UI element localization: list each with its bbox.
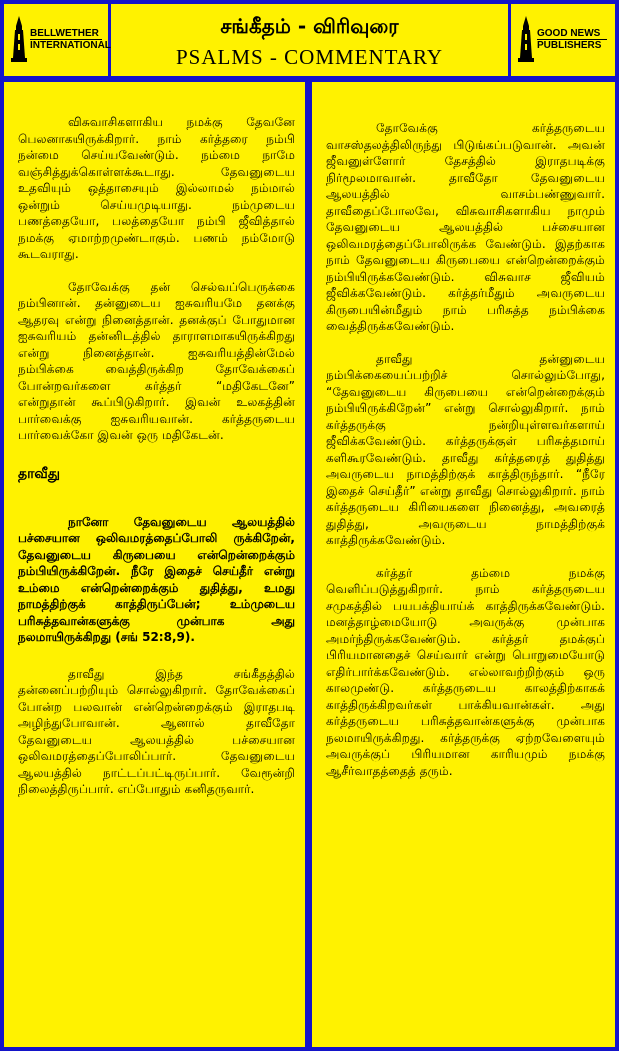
tower-icon: [10, 16, 28, 62]
scripture-verse: நானோ தேவனுடைய ஆலயத்தில் பச்சையான ஒலிவமரத்தைப்போலி ருக்கிறேன், தேவனுடைய கிருபையை என்றென்றைக்கும் நம்பியிருக்கிறேன். நீரே இதைச் செய்தீர் என்று உம்மை என்றென்றைக்கும் துதித்து, உமது நாமத்திற்குக் காத்திருப்பேன்; உம்முடைய பரிசுத்தவான்களுக்கு முன்பாக அது நலமாயிருக்கிறது (சங் 52:8,9).: [18, 514, 295, 644]
tower-icon: [517, 16, 535, 62]
right-column: [312, 82, 615, 1047]
title-tamil: சங்கீதம் - விரிவுரை: [220, 14, 399, 38]
paragraph: தோவேக்கு கர்த்தருடைய வாசஸ்தலத்திலிருந்து பிடுங்கப்படுவான். அவன் ஜீவனுள்ளோர் தேசத்தில் இராதபடிக்கு நிர்மூலமாவான். தாவீதோ தேவனுடைய ஆலயத்தில் வாசம்பண்ணுவார். தாவீதைப்போலவே, விசுவாசிகளாகிய நாமும் தேவனுடைய ஆலயத்தில் பச்சையான ஒலிவமரத்தைப்போலிருக்க வேண்டும். இதற்காக நாம் தேவனுடைய கிருபையை என்றென்றைக்கும் நம்பியிருக்கவேண்டும். விசுவாச ஜீவியம் ஜீவிக்கவேண்டும். கர்த்தர்மீதும் அவருடைய கிருபையின்மீதும் நாம் பரிசுத்த நம்பிக்கை வைத்திருக்கவேண்டும்.: [326, 121, 605, 333]
paragraph: கர்த்தர் தம்மை நமக்கு வெளிப்படுத்துகிறார். நாம் கர்த்தருடைய சமுகத்தில் பயபக்தியாய்க் காத்திருக்கவேண்டும். மனத்தாழ்மையோடு அவருக்கு முன்பாக அமர்ந்திருக்கவேண்டும். கர்த்தர் தமக்குப் பிரியமானதைச் செய்வார் என்று பொறுமையோடு எதிர்பார்க்கவேண்டும். எல்லாவற்றிற்கும் ஒரு காலமுண்டு. கர்த்தருடைய காலத்திற்காகக் காத்திருக்கிறவர்கள் பாக்கியவான்கள். அது கர்த்தருடைய பரிசுத்தவான்களுக்கு முன்பாக நலமாயிருக்கிறது. கர்த்தருக்கு ஏற்றவேளையும் அவருக்குப் பிரியமான காரியமும் நமக்கு ஆசீர்வாதத்தைத் தரும்.: [326, 565, 605, 778]
logo-divider: [537, 39, 607, 40]
logo-divider: [30, 39, 102, 40]
title-english: PSALMS - COMMENTARY: [175, 45, 444, 69]
paragraph: தாவீது இந்த சங்கீதத்தில் தன்னைப்பற்றியும் சொல்லுகிறார். தோவேக்கைப் போன்ற பலவான் என்றென்றைக்கும் இராதபடி அழிந்துபோவான். ஆனால் தாவீதோ தேவனுடைய ஆலயத்தில் பச்சையான ஒலிவமரத்தைப்போலிப்பார். தேவனுடைய ஆலயத்தில் நாட்டப்பட்டிருப்பார். வேரூன்றி நிலைத்திருப்பார். எப்போதும் கனிதருவார்.: [18, 666, 295, 796]
paragraph: விசுவாசிகளாகிய நமக்கு தேவனே பெலனாகயிருக்கிறார். நாம் கர்த்தரை நம்பி நன்மை செய்யவேண்டும். நம்மை நாமே வஞ்சித்துக்கொள்ளக்கூடாது. தேவனுடைய உதவியும் ஒத்தாசையும் இல்லாமல் நம்மால் ஒன்றும் செய்யமுடியாது. நம்முடைய பணத்தையோ, பலத்தையோ நம்பி ஜீவித்தால் நமக்கு ஏமாற்றமுண்டாகும். பணம் நம்மோடு கூடவராது.: [18, 115, 295, 261]
good-news-logo-line2: PUBLISHERS: [537, 40, 602, 51]
paragraph: தாவீது தன்னுடைய நம்பிக்கையைப்பற்றிச் சொல்லும்போது, “தேவனுடைய கிருபையை என்றென்றைக்கும் நம்பியிருக்கிறேன்” என்று சொல்லுகிறார். நாம் கர்த்தருக்கு நன்றியுள்ளவர்களாய் ஜீவிக்கவேண்டும். கர்த்தருக்குள் பரிசுத்தமாய் களிகூரவேண்டும். தாவீது கர்த்தரைத் துதித்து அவருடைய நாமத்திற்குக் காத்திருந்தார். “நீரே இதைச் செய்தீர்” என்று தாவீது சொல்லுகிறார். நாம் கர்த்தருடைய கிரியைகளை நினைத்து, அவரைத் துதித்து, அவருடைய நாமத்திற்குக் காத்திருக்கவேண்டும்.: [326, 351, 605, 547]
bellwether-logo-line2: INTERNATIONAL: [30, 40, 111, 51]
left-column: [4, 82, 305, 1047]
paragraph: தோவேக்கு தன் செல்வப்பெருக்கை நம்பினான். தன்னுடைய ஐசுவரியமே தனக்கு ஆதரவு என்று நினைத்தான். தனக்குப் போதுமான ஐசுவரியம் தன்னிடத்தில் தாராளமாகயிருக்கிறது என்று நினைத்தான். ஐசுவரியத்தின்மேல் நம்பிக்கை வைத்திருக்கிற தோவேக்கைப் போன்றவர்களை கர்த்தர் “மதிகேடனே” என்றுதான் கூப்பிடுகிறார். இவன் உலகத்தின் பார்வைக்கு ஐசுவரியவான். கர்த்தருடைய பார்வைக்கோ இவன் ஒரு மதிகேடன்.: [18, 279, 295, 442]
bellwether-logo-line1: BELLWETHER: [30, 28, 99, 39]
good-news-logo: [508, 4, 615, 76]
header-banner: [4, 4, 615, 76]
good-news-logo-line1: GOOD NEWS: [537, 28, 601, 39]
section-heading: தாவீது: [18, 465, 60, 482]
title-block: [111, 4, 508, 76]
bellwether-logo: [4, 4, 111, 76]
